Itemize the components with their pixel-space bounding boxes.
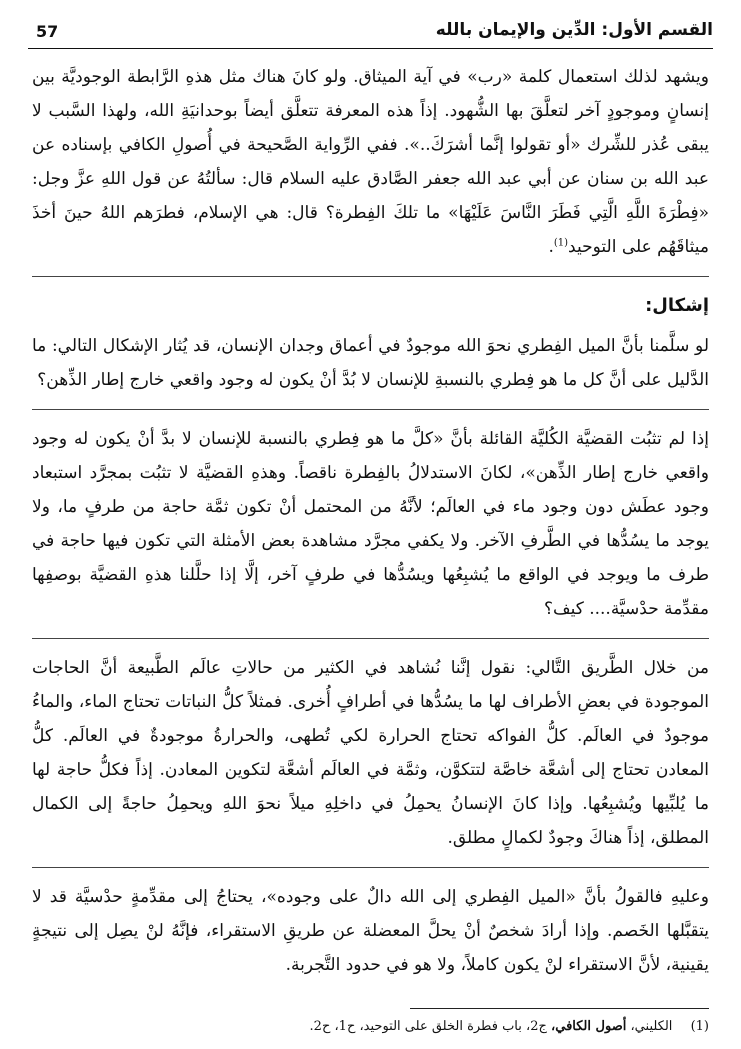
paragraph-1-end: .: [548, 237, 554, 257]
paragraph-1-text: ويشهد لذلك استعمال كلمة «رب» في آية الميثاق. ولو كانَ هناك مثل هذهِ الرَّابطة الوجوديَّة بين إنسانٍ وموجودٍ آخر لتعلَّقَ بها الشُّهود. إذاً هذه المعرفة تتعلَّق أيضاً بوحدانيَةِ الله، ولهذا السَّبب لا يبقى عُذر للشِّرك «أو تقولوا إنَّما أشرَكَ..». ففي الرِّواية الصَّحيحة في أُصولِ الكافي بإسناده عن عبد الله بن سنان عن أبي عبد الله جعفر الصَّادق عليه السلام قال: سألتُهُ عن قول اللهِ عزَّ وجل: «فِطْرَةَ اللَّهِ الَّتِي فَطَرَ النَّاسَ عَلَيْهَا» ما تلكَ الفِطرة؟ قال: هي الإسلام، فطرَهم اللهُ حينَ أخذَ ميثاقَهُم على التوحيد: [32, 67, 710, 257]
section-divider: [32, 867, 709, 868]
section-divider: [32, 276, 709, 277]
footnote-rule: [410, 1008, 709, 1009]
paragraph-1: [32, 60, 709, 264]
running-head-title: القسم الأول: الدِّين والإيمان بالله: [435, 20, 713, 40]
paragraph-3: إذا لم تثبُت القضيَّة الكُليَّة القائلة بأنَّ «كلَّ ما هو فِطري بالنسبة للإنسان لا بدَّ أنْ يكون له وجود واقعي خارج إطار الذِّهن»، لكانَ الاستدلالُ بالفِطرة ناقصاً. وهذهِ القضيَّة لا تثبُت بمجرَّد استبعاد وجود عطَش دون وجود ماء في العالَم؛ لأنَّهُ من المحتمل أنْ تكون ثمَّة حاجة من طرفٍ ما، ولا يوجد ما يسُدُّها في الطَّرفِ الآخر. ولا يكفي مجرَّد مشاهدة بعض الأمثلة التي تكون فيها حاجة في طرف ما ويوجد في الواقع ما يُشبِعُها ويسُدُّها في طرفٍ آخر، إلَّا إذا حلَّلنا هذهِ القضيَّة بوصفِها مقدِّمة حدْسيَّة.... كيف؟: [32, 429, 709, 619]
main-text: [32, 60, 709, 994]
footnote-book-title: أصول الكافي،: [551, 1019, 627, 1034]
footnote-reference: ج2، باب فطرة الخلق على التوحيد، ح1، ح2.: [309, 1019, 547, 1034]
paragraph-5: وعليهِ فالقولُ بأنَّ «الميل الفِطري إلى الله دالٌ على وجوده»، يحتاجُ إلى مقدِّمةٍ حدْسيَّة قد لا يتقبَّلها الخَصم. وإذا أرادَ شخصٌ أنْ يحلَّ المعضلة عن طريقِ الاستقراء، فإنَّهُ لنْ يصِل إلى نتيجةٍ يقينية، لأنَّ الاستقراء لنْ يكون كاملاً، ولا هو في حدود التَّجربة.: [32, 887, 709, 975]
page-number: 57: [36, 22, 59, 41]
footnote-number: (1): [690, 1019, 709, 1034]
section-heading: إشكال:: [645, 295, 709, 316]
footnote-marker[interactable]: (1): [553, 237, 569, 249]
header-rule: [28, 48, 713, 49]
section-divider: [32, 638, 709, 639]
paragraph-2: لو سلَّمنا بأنَّ الميل الفِطري نحوَ الله موجودٌ في أعماق وجدان الإنسان، قد يُثار الإشكال التالي: ما الدَّليل على أنَّ كل ما هو فِطري بالنسبةِ للإنسان لا بُدَّ أنْ يكون له وجود واقعي خارج إطار الذِّهن؟: [32, 336, 709, 390]
section-divider: [32, 409, 709, 410]
footnote-author: الكليني،: [630, 1019, 673, 1034]
paragraph-4: من خلال الطَّريق التَّالي: نقول إنَّنا نُشاهد في الكثير من حالاتِ عالَم الطَّبيعة أنَّ الحاجات الموجودة في بعضِ الأطراف لها ما يسُدُّها في أطرافٍ أُخرى. فمثلاً كلُّ النباتات تحتاج الماء، والماءُ موجودٌ في العالَم. كلُّ الفواكه تحتاج الحرارة لكي تُطهى، والحرارةُ موجودةٌ في العالَم. كلُّ المعادن تحتاج إلى أشعَّة خاصَّة لتتكوَّن، وثمَّة في العالَم أشعَّة لتكوين المعادن. إذاً فكلُّ حاجة لها ما يُلبِّيها ويُشبِعُها. وإذا كانَ الإنسانُ يحمِلُ في داخلِهِ ميلاً نحوَ اللهِ ويحمِلُ حاجةً إلى الكمال المطلق، إذاً هناكَ وجودٌ لكمالٍ مطلق.: [32, 658, 709, 848]
footnote: [32, 1016, 709, 1038]
page-header: [28, 14, 713, 46]
